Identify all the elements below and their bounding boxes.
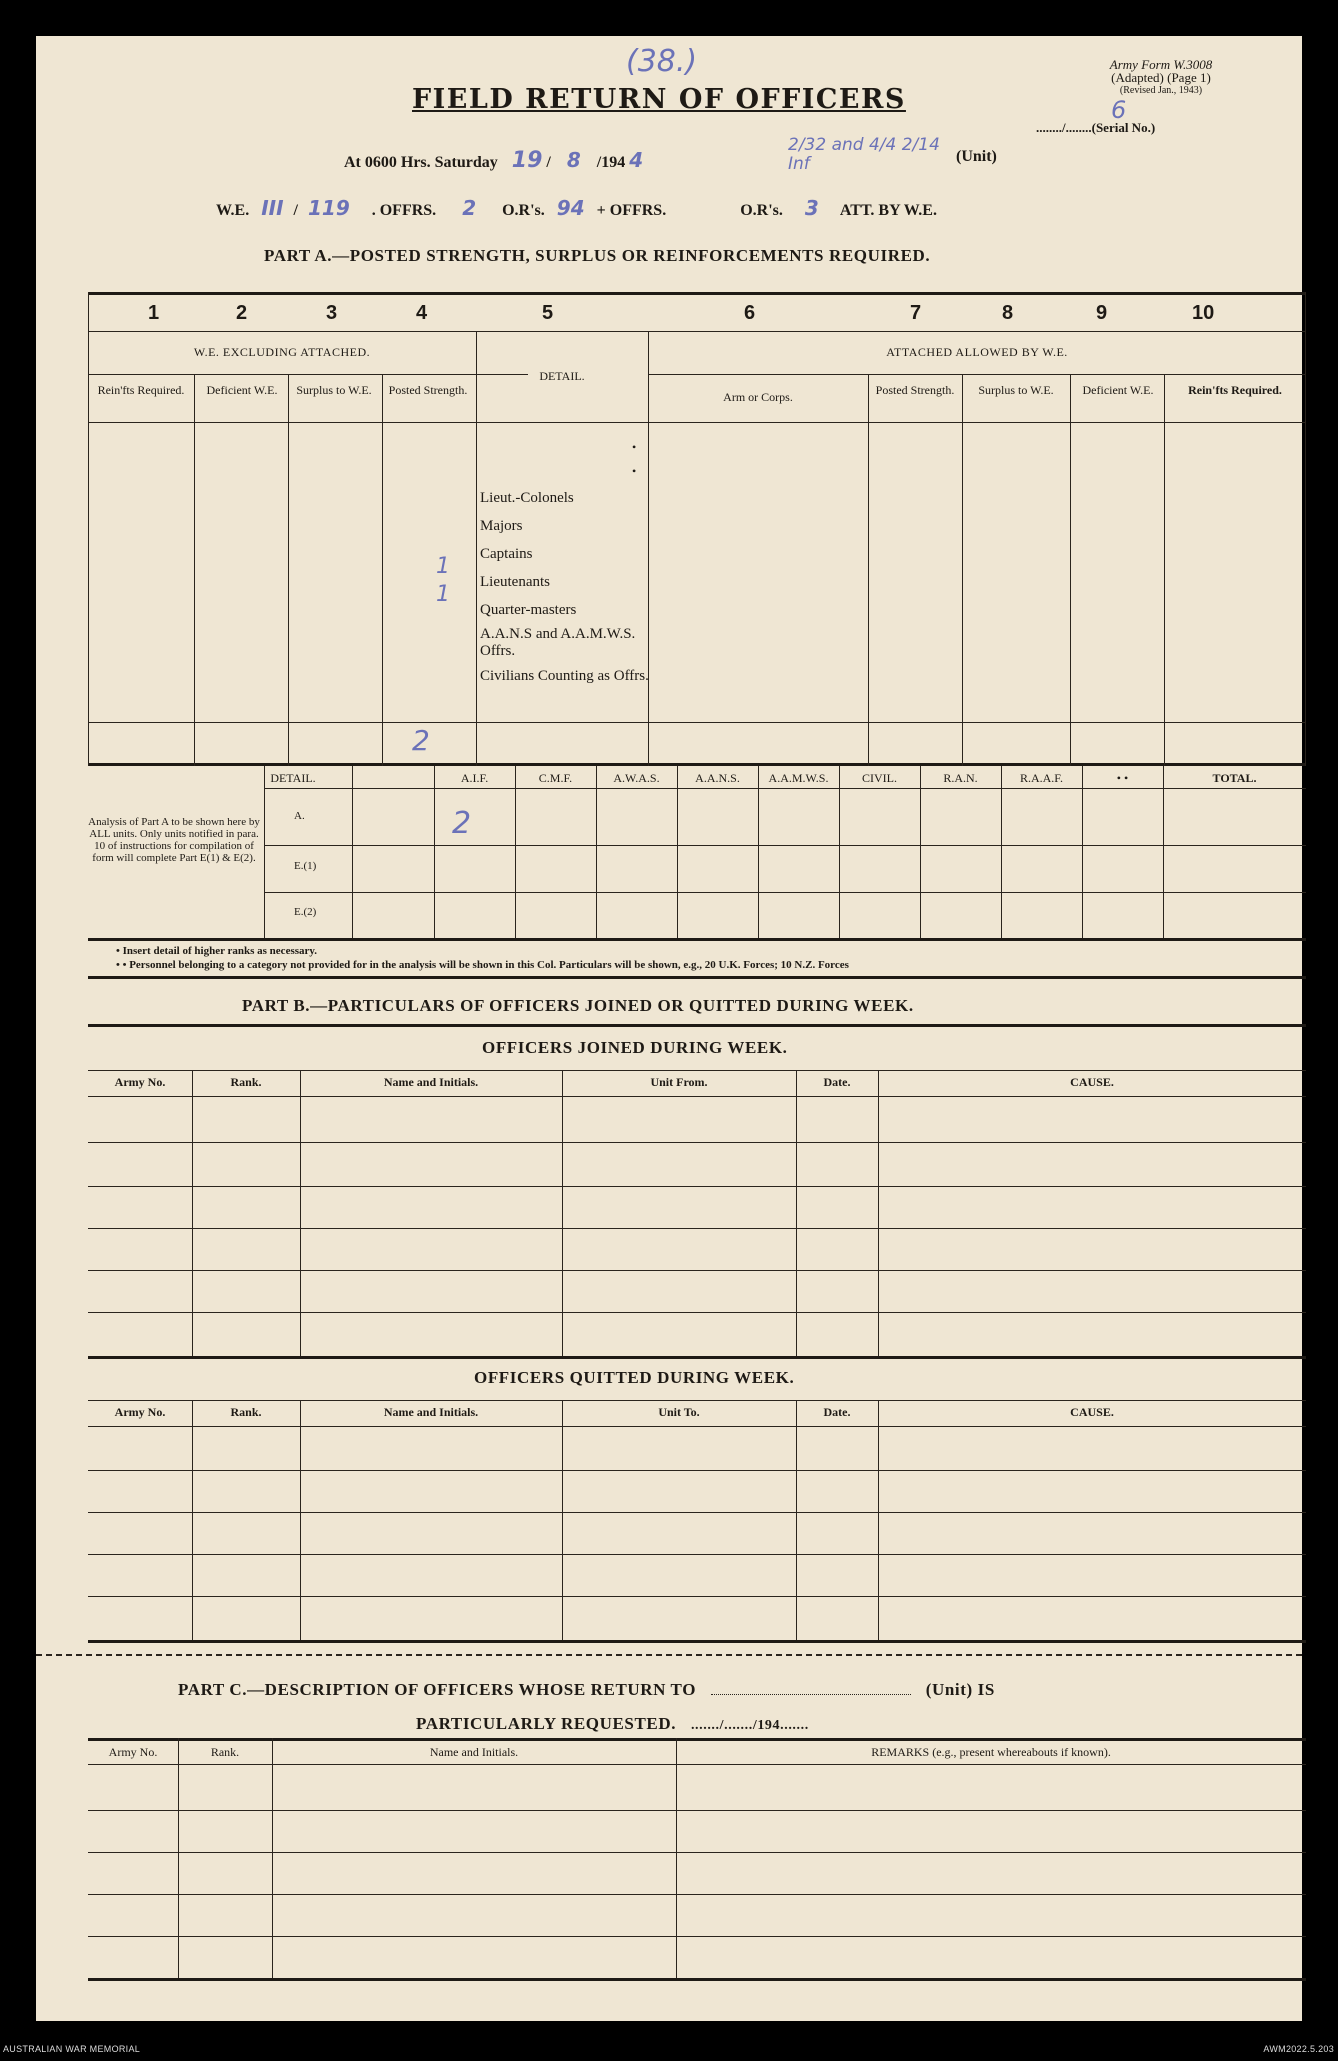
- left-header-deficient: Deficient W.E.: [206, 383, 278, 397]
- ors-label: O.R's.: [502, 202, 545, 219]
- part-c-header-remarks: REMARKS (e.g., present whereabouts if known).: [871, 1745, 1111, 1759]
- rank-captains: Captains: [480, 546, 533, 562]
- serial-handwritten: 6: [1111, 96, 1127, 124]
- col-num-4: 4: [416, 302, 428, 324]
- att-label: ATT. BY W.E.: [839, 202, 937, 219]
- analysis-col-awas: A.W.A.S.: [613, 771, 660, 785]
- quitted-header-name: Name and Initials.: [383, 1405, 479, 1419]
- analysis-col-aans: A.A.N.S.: [695, 771, 740, 785]
- part-c-header-rank: Rank.: [210, 1745, 240, 1759]
- joined-header-army-no: Army No.: [114, 1075, 166, 1089]
- part-a-top-rule: [88, 292, 1306, 295]
- right-header-posted: Posted Strength.: [875, 383, 955, 397]
- part-c-requested: PARTICULARLY REQUESTED.: [416, 1714, 677, 1733]
- analysis-col-cmf: C.M.F.: [538, 771, 573, 785]
- offrs-label: . OFFRS.: [371, 202, 437, 219]
- date-sep2: /194: [596, 154, 626, 171]
- group-left-header: W.E. EXCLUDING ATTACHED.: [193, 345, 371, 359]
- joined-header-date: Date.: [823, 1075, 851, 1089]
- part-b-title: PART B.—PARTICULARS OF OFFICERS JOINED OR QUITTED DURING WEEK.: [242, 996, 914, 1015]
- joined-header-rank: Rank.: [230, 1075, 262, 1089]
- joined-header-name: Name and Initials.: [383, 1075, 479, 1089]
- analysis-col-total: TOTAL.: [1212, 771, 1257, 785]
- serial-label: ......../........(Serial No.): [1036, 120, 1156, 135]
- unit-label: (Unit): [956, 148, 997, 165]
- analysis-col-raaf: R.A.A.F.: [1019, 771, 1064, 785]
- quitted-header-rank: Rank.: [230, 1405, 262, 1419]
- right-header-deficient: Deficient W.E.: [1082, 383, 1154, 397]
- rank-aans-aamws: A.A.N.S and A.A.M.W.S. Offrs.: [480, 626, 636, 659]
- right-header-reinfts: Rein'fts Required.: [1188, 383, 1282, 397]
- part-c-title-line1: [178, 1680, 995, 1700]
- rank-lieut-colonels: Lieut.-Colonels: [480, 490, 574, 506]
- page-number-handwritten: (38.): [626, 44, 698, 79]
- asterisk-1: •: [632, 440, 637, 454]
- arm-corps-header: Arm or Corps.: [723, 390, 793, 404]
- footer-right: AWM2022.5.203: [1263, 2044, 1334, 2054]
- left-header-posted: Posted Strength.: [388, 383, 468, 397]
- we-label: W.E.: [216, 202, 250, 219]
- aif-a-handwritten: 2: [452, 806, 472, 841]
- rank-list: [480, 490, 650, 685]
- analysis-col-other: • •: [1116, 771, 1129, 785]
- rank-quarter-masters: Quarter-masters: [480, 602, 577, 618]
- analysis-col-ran: R.A.N.: [943, 771, 978, 785]
- footnote-1: • Insert detail of higher ranks as necessary.: [116, 945, 318, 957]
- we-b-handwritten: 119: [307, 196, 350, 220]
- year-handwritten: 4: [629, 148, 644, 172]
- analysis-col-civil: CIVIL.: [862, 771, 897, 785]
- form-id-line3: (Revised Jan., 1943): [1119, 85, 1203, 96]
- analysis-row-e1: E.(1): [294, 860, 317, 872]
- lieutenants-tick-handwritten: 1: [436, 582, 450, 607]
- left-header-surplus: Surplus to W.E.: [296, 383, 372, 397]
- detail-header: DETAIL.: [539, 369, 585, 383]
- part-c-header-name: Name and Initials.: [429, 1745, 519, 1759]
- quitted-header-unit-to: Unit To.: [658, 1405, 700, 1419]
- analysis-note: Analysis of Part A to be shown here by ALL units. Only units notified in para. 10 of instructions for compilation of form will complete Part E(1) & E(2).: [88, 816, 260, 864]
- quitted-header-army-no: Army No.: [114, 1405, 166, 1419]
- captains-tick-handwritten: 1: [436, 554, 450, 579]
- posted-total-handwritten: 2: [412, 724, 430, 757]
- offrs-handwritten: 2: [462, 196, 477, 220]
- quitted-title: OFFICERS QUITTED DURING WEEK.: [474, 1368, 795, 1387]
- unit-handwritten: 2/32 and 4/4 2/14 Inf: [788, 135, 940, 174]
- ors-label-2: O.R's.: [740, 202, 783, 219]
- joined-header-cause: CAUSE.: [1070, 1075, 1114, 1089]
- form-identifier: [1046, 58, 1276, 97]
- part-c-date-blank: ......./......./194.......: [690, 1718, 809, 1733]
- col-num-3: 3: [326, 302, 338, 324]
- part-c-title: PART C.—DESCRIPTION OF OFFICERS WHOSE RETURN TO: [178, 1680, 697, 1699]
- month-handwritten: 8: [566, 148, 581, 172]
- col-num-5: 5: [542, 302, 554, 324]
- plus-offrs-label: + OFFRS.: [596, 202, 667, 219]
- day-handwritten: 19: [511, 148, 543, 173]
- group-right-header: ATTACHED ALLOWED BY W.E.: [886, 345, 1068, 359]
- analysis-col-aif: A.I.F.: [460, 771, 489, 785]
- we-line: [216, 196, 937, 220]
- quitted-header-date: Date.: [823, 1405, 851, 1419]
- at-label: At 0600 Hrs. Saturday: [344, 154, 498, 171]
- form-title: FIELD RETURN OF OFFICERS: [412, 84, 906, 115]
- rank-civilians: Civilians Counting as Offrs.: [480, 668, 649, 684]
- form-id-line1: Army Form W.3008: [1109, 57, 1213, 72]
- analysis-detail-header: DETAIL.: [270, 771, 316, 785]
- part-a-bottom-rule: [88, 763, 1306, 766]
- at-line: [344, 148, 643, 173]
- col-num-7: 7: [910, 302, 922, 324]
- part-a-title: PART A.—POSTED STRENGTH, SURPLUS OR REINFORCEMENTS REQUIRED.: [264, 246, 931, 265]
- joined-header-unit-from: Unit From.: [650, 1075, 708, 1089]
- tear-line: [36, 1654, 1302, 1656]
- asterisk-2: •: [632, 464, 637, 478]
- part-c-unit-is: (Unit) IS: [925, 1680, 995, 1699]
- footnote-2: • • Personnel belonging to a category not provided for in the analysis will be shown in this Col. Particulars will be shown, e.g., 20 U.K. Forces; 10 N.Z. Forces: [116, 959, 849, 971]
- part-c-title-line2: [416, 1714, 809, 1734]
- rank-majors: Majors: [480, 518, 523, 534]
- col-num-1: 1: [148, 302, 160, 324]
- analysis-row-a: A.: [294, 810, 305, 822]
- ors-att-handwritten: 3: [804, 196, 819, 220]
- col-num-8: 8: [1002, 302, 1014, 324]
- analysis-col-aamws: A.A.M.W.S.: [768, 771, 829, 785]
- we-sep: /: [293, 202, 298, 219]
- analysis-row-e2: E.(2): [294, 906, 317, 918]
- ors-handwritten: 94: [556, 196, 585, 220]
- quitted-header-cause: CAUSE.: [1070, 1405, 1114, 1419]
- footer-left: AUSTRALIAN WAR MEMORIAL: [3, 2044, 141, 2054]
- joined-title: OFFICERS JOINED DURING WEEK.: [482, 1038, 788, 1057]
- col-num-10: 10: [1192, 302, 1215, 324]
- part-c-header-army-no: Army No.: [108, 1745, 158, 1759]
- left-header-reinfts: Rein'fts Required.: [97, 383, 185, 397]
- date-sep1: /: [546, 154, 551, 171]
- col-num-9: 9: [1096, 302, 1108, 324]
- col-num-6: 6: [744, 302, 756, 324]
- form-paper: [36, 36, 1302, 2021]
- form-id-line2: (Adapted) (Page 1): [1111, 70, 1211, 85]
- right-header-surplus: Surplus to W.E.: [978, 383, 1054, 397]
- col-num-2: 2: [236, 302, 248, 324]
- part-c-unit-blank: [711, 1694, 911, 1695]
- we-a-handwritten: III: [261, 196, 284, 220]
- rank-lieutenants: Lieutenants: [480, 574, 550, 590]
